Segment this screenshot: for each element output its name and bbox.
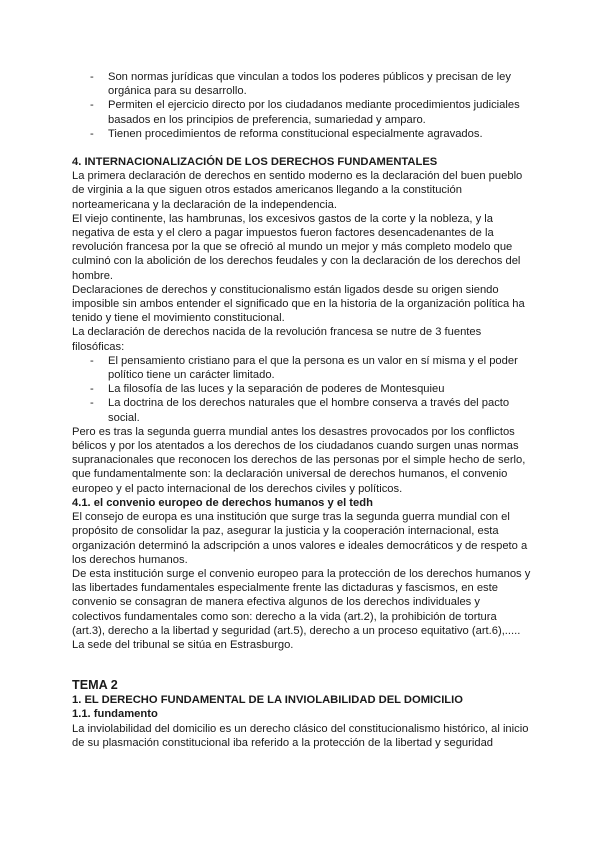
paragraph: Pero es tras la segunda guerra mundial antes los desastres provocados por los conflictos bélicos y por los atentados a los derechos de los ciudadanos cuando surgen unas normas supranacionales que reconocen los derechos de las personas por el simple hecho de serlo, que fundamentalmente son: la declaración universal de derechos humanos, el convenio europeo y el pacto internacional de los derechos civiles y políticos. [72, 425, 526, 495]
sources-bullet-list [72, 354, 532, 425]
section-4-heading: 4. INTERNACIONALIZACIÓN DE LOS DERECHOS FUNDAMENTALES [72, 156, 438, 169]
tema-2-title: TEMA 2 [72, 678, 118, 693]
tema-2-heading-1: 1. EL DERECHO FUNDAMENTAL DE LA INVIOLABILIDAD DEL DOMICILIO [72, 694, 463, 707]
paragraph: La sede del tribunal se sitúa en Estrasburgo. [72, 638, 294, 651]
paragraph: El viejo continente, las hambrunas, los excesivos gastos de la corte y la nobleza, y la negativa de esta y el clero a pagar impuestos fueron factores desencadenantes de la revolución francesa por la que se ofreció al mundo un mejor y más completo modelo que culminó con la abolición de los derechos feudales y con la declaración de los derechos del hombre. [72, 212, 521, 282]
list-item: - El pensamiento cristiano para el que la persona es un valor en sí misma y el poder político tiene un carácter limitado. [72, 354, 532, 382]
list-item: - Permiten el ejercicio directo por los ciudadanos mediante procedimientos judiciales basados en los principios de preferencia, sumariedad y amparo. [72, 98, 532, 126]
paragraph: El consejo de europa es una institución que surge tras la segunda guerra mundial con el propósito de consolidar la paz, asegurar la justicia y la cooperación internacional, esta organización determinó la adscripción a unos valores e ideales democráticos y de respeto a los derechos humanos. [72, 511, 528, 566]
section-4-1-heading: 4.1. el convenio europeo de derechos humanos y el tedh [72, 496, 373, 509]
paragraph: La primera declaración de derechos en sentido moderno es la declaración del buen pueblo de virginia a la que siguen otros estados americanos llegando a la constitución norteamericana y la declaración de la independencia. [72, 170, 523, 211]
document-content [72, 70, 532, 750]
list-item: - La filosofía de las luces y la separación de poderes de Montesquieu [72, 382, 532, 396]
paragraph: Declaraciones de derechos y constitucionalismo están ligados desde su origen siendo imposible sin ambos entender el significado que en la historia de la organización política ha tenido y tiene el movimiento constitucional. [72, 283, 525, 325]
list-item: - Tienen procedimientos de reforma constitucional especialmente agravados. [72, 127, 532, 141]
tema-2-heading-1-1: 1.1. fundamento [72, 708, 158, 721]
list-item: - Son normas jurídicas que vinculan a todos los poderes públicos y precisan de ley orgánica para su desarrollo. [72, 70, 532, 98]
paragraph: La inviolabilidad del domicilio es un derecho clásico del constitucionalismo histórico, al inicio de su plasmación constitucional iba referido a la protección de la libertad y seguridad [72, 722, 529, 749]
list-item: - La doctrina de los derechos naturales que el hombre conserva a través del pacto social. [72, 396, 532, 424]
top-bullet-list [72, 70, 532, 141]
paragraph: De esta institución surge el convenio europeo para la protección de los derechos humanos y las libertades fundamentales especialmente frente las dictaduras y fascismos, en este convenio se consagran de manera efectiva algunos de los derechos individuales y colectivos fundamentales como son: derecho a la vida (art.2), la prohibición de tortura (art.3), derecho a la libertad y seguridad (art.5), derecho a un proceso equitativo (art.6),..... [72, 567, 531, 637]
paragraph: La declaración de derechos nacida de la revolución francesa se nutre de 3 fuentes filosóficas: [72, 326, 482, 353]
